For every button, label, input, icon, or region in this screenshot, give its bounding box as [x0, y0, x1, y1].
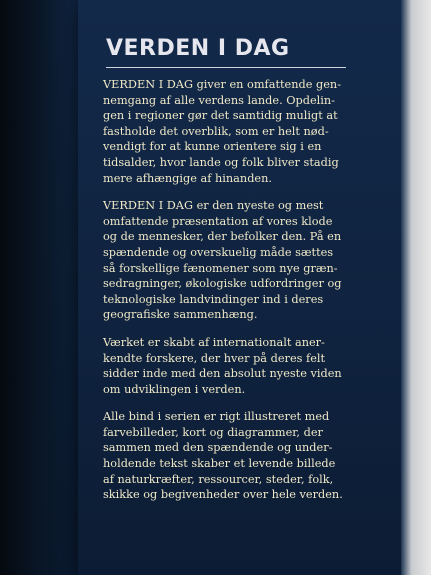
text-line: sammen med den spændende og under- — [103, 441, 333, 455]
text-line: så forskellige fænomener som nye græn- — [103, 261, 338, 275]
text-line: omfattende præsentation af vores klode — [103, 214, 333, 228]
text-line: og de mennesker, der befolker den. På en — [103, 230, 342, 244]
book-title: VERDEN I DAG — [106, 36, 290, 61]
text-line: af naturkræfter, ressourcer, steder, folk, — [103, 472, 334, 486]
left-shadow — [0, 0, 70, 575]
text-line: VERDEN I DAG giver en omfattende gen- — [103, 78, 342, 91]
page-edge — [401, 0, 431, 575]
text-line: kendte forskere, der hver på deres felt — [103, 351, 326, 365]
text-line: Værket er skabt af internationalt aner- — [103, 335, 325, 349]
text-line: fastholde det overblik, som er helt nød- — [103, 124, 329, 138]
text-line: teknologiske landvindinger ind i deres — [103, 292, 324, 306]
text-line: spændende og overskuelig måde sættes — [103, 245, 334, 259]
text-line: nemgang af alle verdens lande. Opdelin- — [103, 93, 335, 107]
title-rule — [106, 67, 346, 68]
text-line: farvebilleder, kort og diagrammer, der — [103, 425, 323, 439]
text-line: VERDEN I DAG er den nyeste og mest — [103, 199, 324, 213]
text-line: tidsalder, hvor lande og folk bliver stadig — [103, 155, 339, 169]
text-line: om udviklingen i verden. — [103, 382, 246, 396]
paragraph-2 — [103, 198, 363, 323]
paragraph-4 — [103, 409, 363, 503]
paragraph-1 — [103, 77, 363, 186]
text-line: gen i regioner gør det samtidig muligt at — [103, 109, 338, 123]
text-line: holdende tekst skaber et levende billede — [103, 457, 336, 471]
cover-text — [103, 28, 363, 503]
paragraph-3 — [103, 335, 363, 397]
text-line: Alle bind i serien er rigt illustreret med — [103, 410, 330, 424]
text-line: vendigt for at kunne orientere sig i en — [103, 140, 322, 154]
text-line: sidder inde med den absolut nyeste viden — [103, 367, 342, 381]
text-line: geografiske sammenhæng. — [103, 308, 258, 322]
text-line: skikke og begivenheder over hele verden. — [103, 488, 343, 502]
text-line: mere afhængige af hinanden. — [103, 171, 272, 185]
text-line: sedragninger, økologiske udfordringer og — [103, 277, 342, 291]
